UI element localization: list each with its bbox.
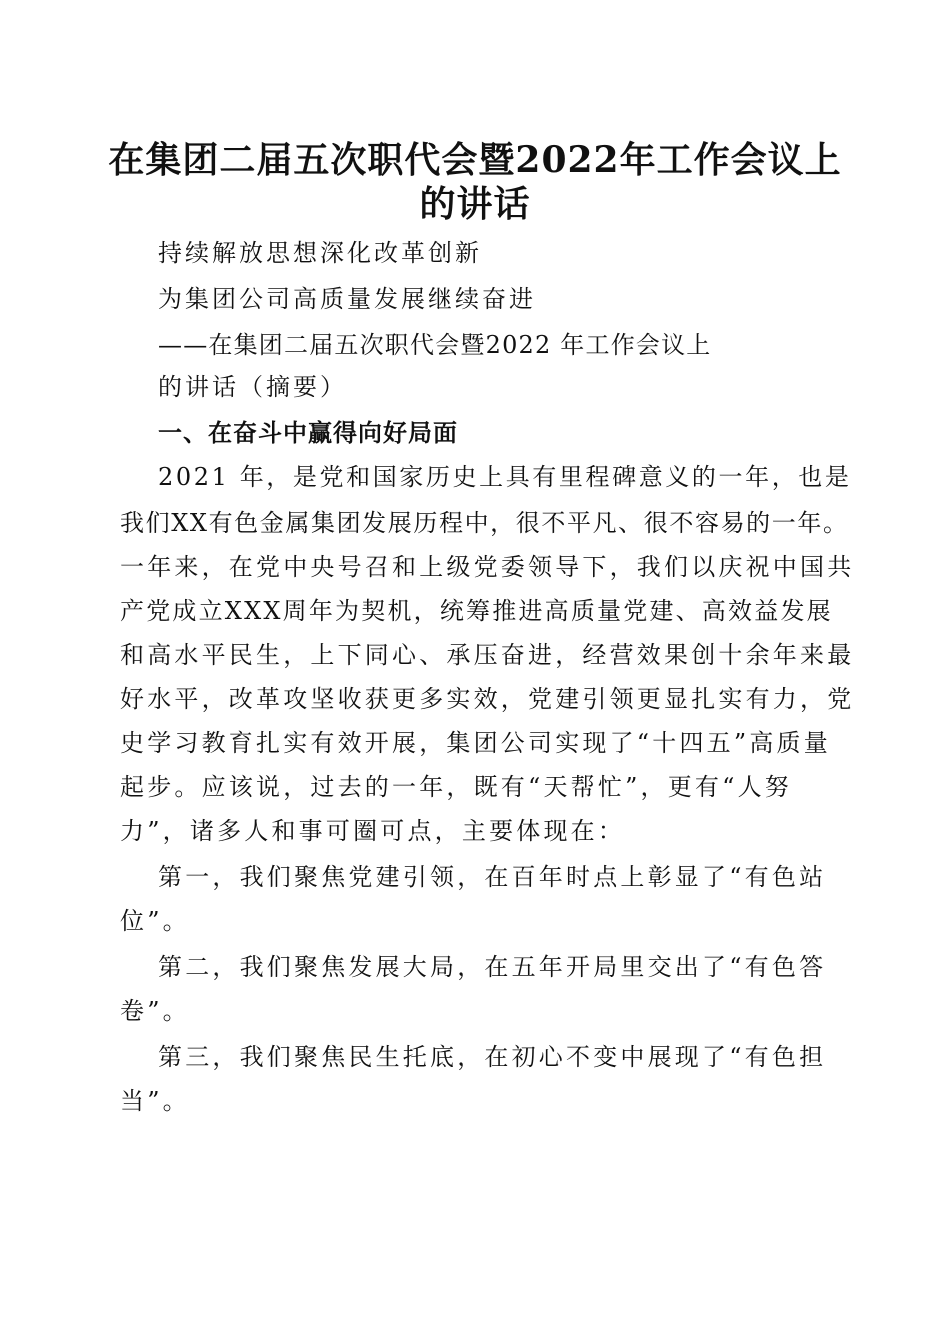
- subtitle-line-3: ——在集团二届五次职代会暨2022 年工作会议上: [158, 331, 712, 359]
- document-title: [100, 138, 850, 226]
- subtitle-line-4: 的讲话（摘要）: [158, 373, 347, 401]
- title-line-2: 的讲话: [419, 183, 531, 225]
- subtitle-line-2: 为集团公司高质量发展继续奋进: [158, 285, 536, 313]
- point-1-line-2: 位”。: [120, 907, 190, 935]
- point-2-line-1: 第二，我们聚焦发展大局，在五年开局里交出了“有色答: [158, 953, 827, 981]
- point-3-line-2: 当”。: [120, 1087, 190, 1115]
- title-line-1: 在集团二届五次职代会暨2022年工作会议上: [108, 139, 842, 181]
- paragraph-line: 2021 年，是党和国家历史上具有里程碑意义的一年，也是: [158, 463, 852, 491]
- paragraph-line: 史学习教育扎实有效开展，集团公司实现了“十四五”高质量: [120, 729, 831, 757]
- paragraph-line: 产党成立XXX周年为契机，统筹推进高质量党建、高效益发展: [120, 597, 833, 625]
- paragraph-line: 一年来，在党中央号召和上级党委领导下，我们以庆祝中国共: [120, 553, 855, 581]
- point-3-line-1: 第三，我们聚焦民生托底，在初心不变中展现了“有色担: [158, 1043, 827, 1071]
- point-2-line-2: 卷”。: [120, 997, 190, 1025]
- paragraph-line: 力”，诸多人和事可圈可点，主要体现在：: [120, 817, 626, 845]
- point-1-line-1: 第一，我们聚焦党建引领，在百年时点上彰显了“有色站: [158, 863, 827, 891]
- paragraph-line: 我们XX有色金属集团发展历程中，很不平凡、很不容易的一年。: [120, 509, 849, 537]
- section-heading: 一、在奋斗中赢得向好局面: [158, 419, 458, 447]
- paragraph-line: 好水平，改革攻坚收获更多实效，党建引领更显扎实有力，党: [120, 685, 855, 713]
- subtitle-line-1: 持续解放思想深化改革创新: [158, 239, 482, 267]
- paragraph-line: 起步。应该说，过去的一年，既有“天帮忙”，更有“人努: [120, 773, 793, 801]
- paragraph-line: 和高水平民生，上下同心、承压奋进，经营效果创十余年来最: [120, 641, 855, 669]
